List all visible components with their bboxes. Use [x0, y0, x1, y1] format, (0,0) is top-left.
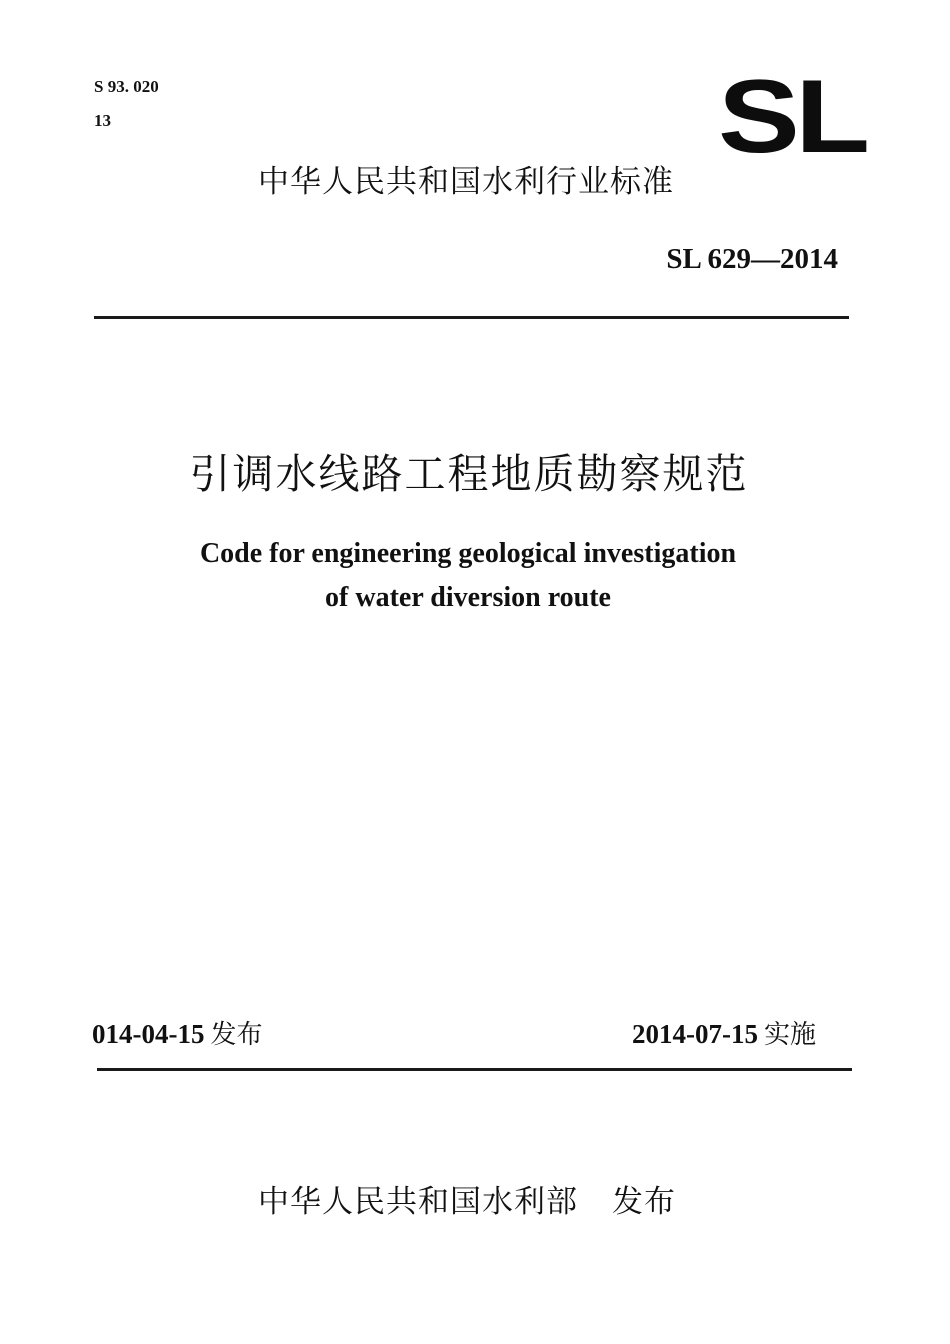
publisher: [0, 1180, 934, 1224]
standard-code: SL 629—2014: [666, 243, 838, 275]
implementation-date: [632, 1014, 816, 1055]
publisher-name: 中华人民共和国水利部: [258, 1184, 578, 1220]
bottom-divider: [97, 1068, 852, 1071]
title-en-line-1: Code for engineering geological investigation: [199, 538, 737, 569]
title-en-line-2: of water diversion route: [325, 582, 611, 613]
document-title-cn: 引调水线路工程地质勘察规范: [189, 450, 749, 498]
publish-label: 发布: [612, 1184, 676, 1220]
sl-logo: SL: [718, 59, 866, 175]
issue-date-label: 发布: [210, 1020, 263, 1050]
ccs-code: 13: [94, 111, 111, 130]
implementation-date-value: 2014-07-15: [632, 1019, 758, 1049]
top-divider: [94, 316, 849, 319]
document-title-en: [0, 532, 936, 620]
ics-code: S 93. 020: [94, 77, 159, 96]
implementation-date-label: 实施: [763, 1020, 816, 1050]
issue-date-value: 014-04-15: [92, 1019, 205, 1049]
standard-category: 中华人民共和国水利行业标准: [258, 164, 674, 200]
issue-date: [92, 1014, 263, 1055]
